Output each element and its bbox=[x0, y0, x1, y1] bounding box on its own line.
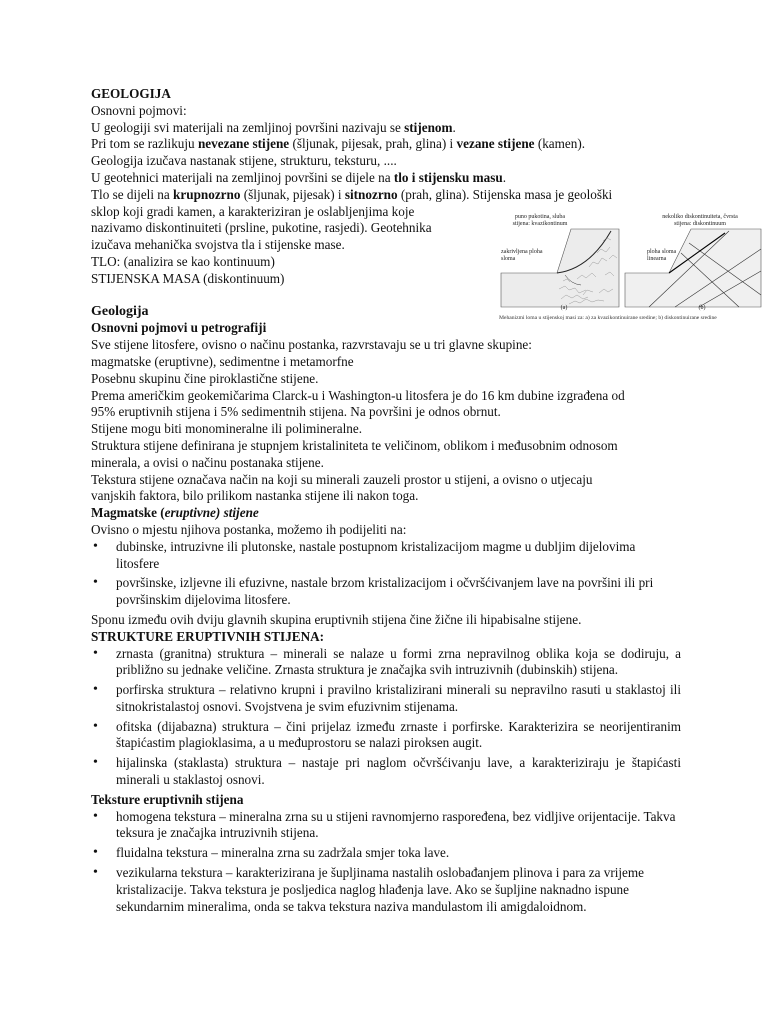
list-item: • površinske, izljevne ili efuzivne, nastale brzom kristalizacijom i očvršćivanjem lave na površini ili pri površinskim dijelovima litosfere. bbox=[91, 575, 681, 609]
textures-heading: Teksture eruptivnih stijena bbox=[91, 791, 244, 807]
section-title: Geologija bbox=[91, 303, 149, 319]
paragraph-line: izučava mehanička svojstva tla i stijenske mase. bbox=[91, 237, 345, 253]
paragraph-line: Geologija izučava nastanak stijene, strukturu, teksturu, .... bbox=[91, 153, 397, 169]
paragraph-line: vanjskih faktora, bilo prilikom nastanka stijene ili nakon toga. bbox=[91, 488, 419, 504]
panel-a-mid-label: zakrivljena ploha sloma bbox=[501, 249, 543, 262]
paragraph-line: Tlo se dijeli na krupnozrno (šljunak, pijesak) i sitnozrno (prah, glina). Stijenska masa je geološki bbox=[91, 186, 613, 202]
paragraph-line: Pri tom se razlikuju nevezane stijene (šljunak, pijesak, prah, glina) i vezane stijene (kamen). bbox=[91, 136, 586, 152]
paragraph-line: TLO: (analizira se kao kontinuum) bbox=[91, 253, 275, 269]
list-item: • zrnasta (granitna) struktura – minerali se nalaze u formi zrna nepravilnog oblika koja se dodiruju, a približno su jednake veličine. Zrnasta struktura je značajka svih intruzivnih (dubinskih) stijena. bbox=[91, 646, 681, 680]
panel-a-drawing bbox=[501, 219, 619, 309]
list-item: • fluidalna tekstura – mineralna zrna su zadržala smjer toka lave. bbox=[91, 845, 681, 862]
rock-mass-failure-figure bbox=[499, 209, 764, 327]
figure-caption: Mehanizmi loma u stijenskoj masi za: a) za kvazikontinuirane sredine; b) diskontinuirane sredine bbox=[499, 315, 717, 321]
bullet-list-origin bbox=[91, 539, 681, 609]
list-item: • dubinske, intruzivne ili plutonske, nastale postupnom kristalizacijom magme u dubljim dijelovima litosfere bbox=[91, 539, 681, 573]
paragraph-line: STIJENSKA MASA (diskontinuum) bbox=[91, 270, 285, 286]
structures-heading: STRUKTURE ERUPTIVNIH STIJENA: bbox=[91, 628, 325, 644]
list-item: • ofitska (dijabazna) struktura – čini prijelaz između zrnaste i porfirske. Karakterizira se neorijentiranim štapićastim plagioklasima, a u međuprostoru se nalazi piroksen augit. bbox=[91, 719, 681, 753]
paragraph-line: Stijene mogu biti monomineralne ili polimineralne. bbox=[91, 421, 363, 437]
panel-b-top-label: nekoliko diskontinuiteta, čvrsta stijena: diskontinuum bbox=[662, 214, 738, 227]
panel-b-drawing bbox=[625, 229, 761, 307]
panel-b-mark: (b) bbox=[698, 305, 706, 311]
paragraph-line: U geologiji svi materijali na zemljinoj površini nazivaju se stijenom. bbox=[91, 119, 456, 135]
page-title: GEOLOGIJA bbox=[91, 86, 171, 101]
section-subtitle: Osnovni pojmovi u petrografiji bbox=[91, 320, 267, 336]
list-item: • homogena tekstura – mineralna zrna su u stijeni ravnomjerno raspoređena, bez vidljive orijentacije. Takva teksura je značajka intruzivnih stijena. bbox=[91, 809, 681, 843]
panel-a-mark: (a) bbox=[560, 305, 568, 311]
bullet-list-textures bbox=[91, 809, 681, 916]
paragraph-line: Sponu između ovih dviju glavnih skupina eruptivnih stijena čine žične ili hipabisalne stijene. bbox=[91, 611, 582, 627]
list-item: • porfirska struktura – relativno krupni i pravilno kristalizirani minerali su nepravilno rasuti u staklastoj ili sitnokristalastoj osnovi. Svojstvena je svim efuzivnim stijenama. bbox=[91, 682, 681, 716]
panel-b-mid-label: ploha sloma linearna bbox=[647, 249, 677, 262]
paragraph-line: sklop koji gradi kamen, a karakteriziran je oslabljenjima koje bbox=[91, 203, 415, 219]
paragraph-line: magmatske (eruptivne), sedimentne i metamorfne bbox=[91, 353, 354, 369]
paragraph-line: Prema američkim geokemičarima Clarck-u i Washington-u litosfera je do 16 km dubine izgrađena od bbox=[91, 387, 625, 403]
paragraph-line: minerala, a ovisi o načinu postanaka stijene. bbox=[91, 454, 324, 470]
paragraph-line: U geotehnici materijali na zemljinoj površini se dijele na tlo i stijensku masu. bbox=[91, 169, 506, 185]
paragraph-line: Posebnu skupinu čine piroklastične stijene. bbox=[91, 370, 319, 386]
paragraph-line: Ovisno o mjestu njihova postanka, možemo ih podijeliti na: bbox=[91, 521, 407, 537]
bullet-list-structures bbox=[91, 646, 681, 789]
list-item: • vezikularna tekstura – karakterizirana je šupljinama nastalih oslobađanjem plinova i para za vrijeme kristalizacije. Takva tekstura je posljedica naglog hlađenja lave. Ako se šupljine naknadno ispune sekundarnim mineralima, onda se takva tekstura naziva mandulastom ili amigdaloidnom. bbox=[91, 865, 681, 915]
paragraph-line: nazivamo diskontinuiteti (prsline, pukotine, rasjedi). Geotehnika bbox=[91, 220, 432, 236]
magmatske-heading: Magmatske (eruptivne) stijene bbox=[91, 505, 259, 521]
panel-a-top-label: puno pukotina, sluba stijena: kvazikontinum bbox=[512, 214, 568, 227]
paragraph-line: 95% eruptivnih stijena i 5% sedimentnih stijena. Na površini je odnos obrnut. bbox=[91, 404, 501, 420]
paragraph-line: Struktura stijene definirana je stupnjem kristaliniteta te veličinom, oblikom i međusobnim odnosom bbox=[91, 437, 618, 453]
paragraph-line: Sve stijene litosfere, ovisno o načinu postanka, razvrstavaju se u tri glavne skupine: bbox=[91, 337, 532, 353]
paragraph-line: Tekstura stijene označava način na koji su minerali zauzeli prostor u stijeni, a ovisno o utjecaju bbox=[91, 471, 593, 487]
subtitle: Osnovni pojmovi: bbox=[91, 102, 187, 118]
list-item: • hijalinska (staklasta) struktura – nastaje pri naglom očvršćivanju lave, a karakteriziraju je štapićasti minerali u staklastoj osnovi. bbox=[91, 755, 681, 789]
